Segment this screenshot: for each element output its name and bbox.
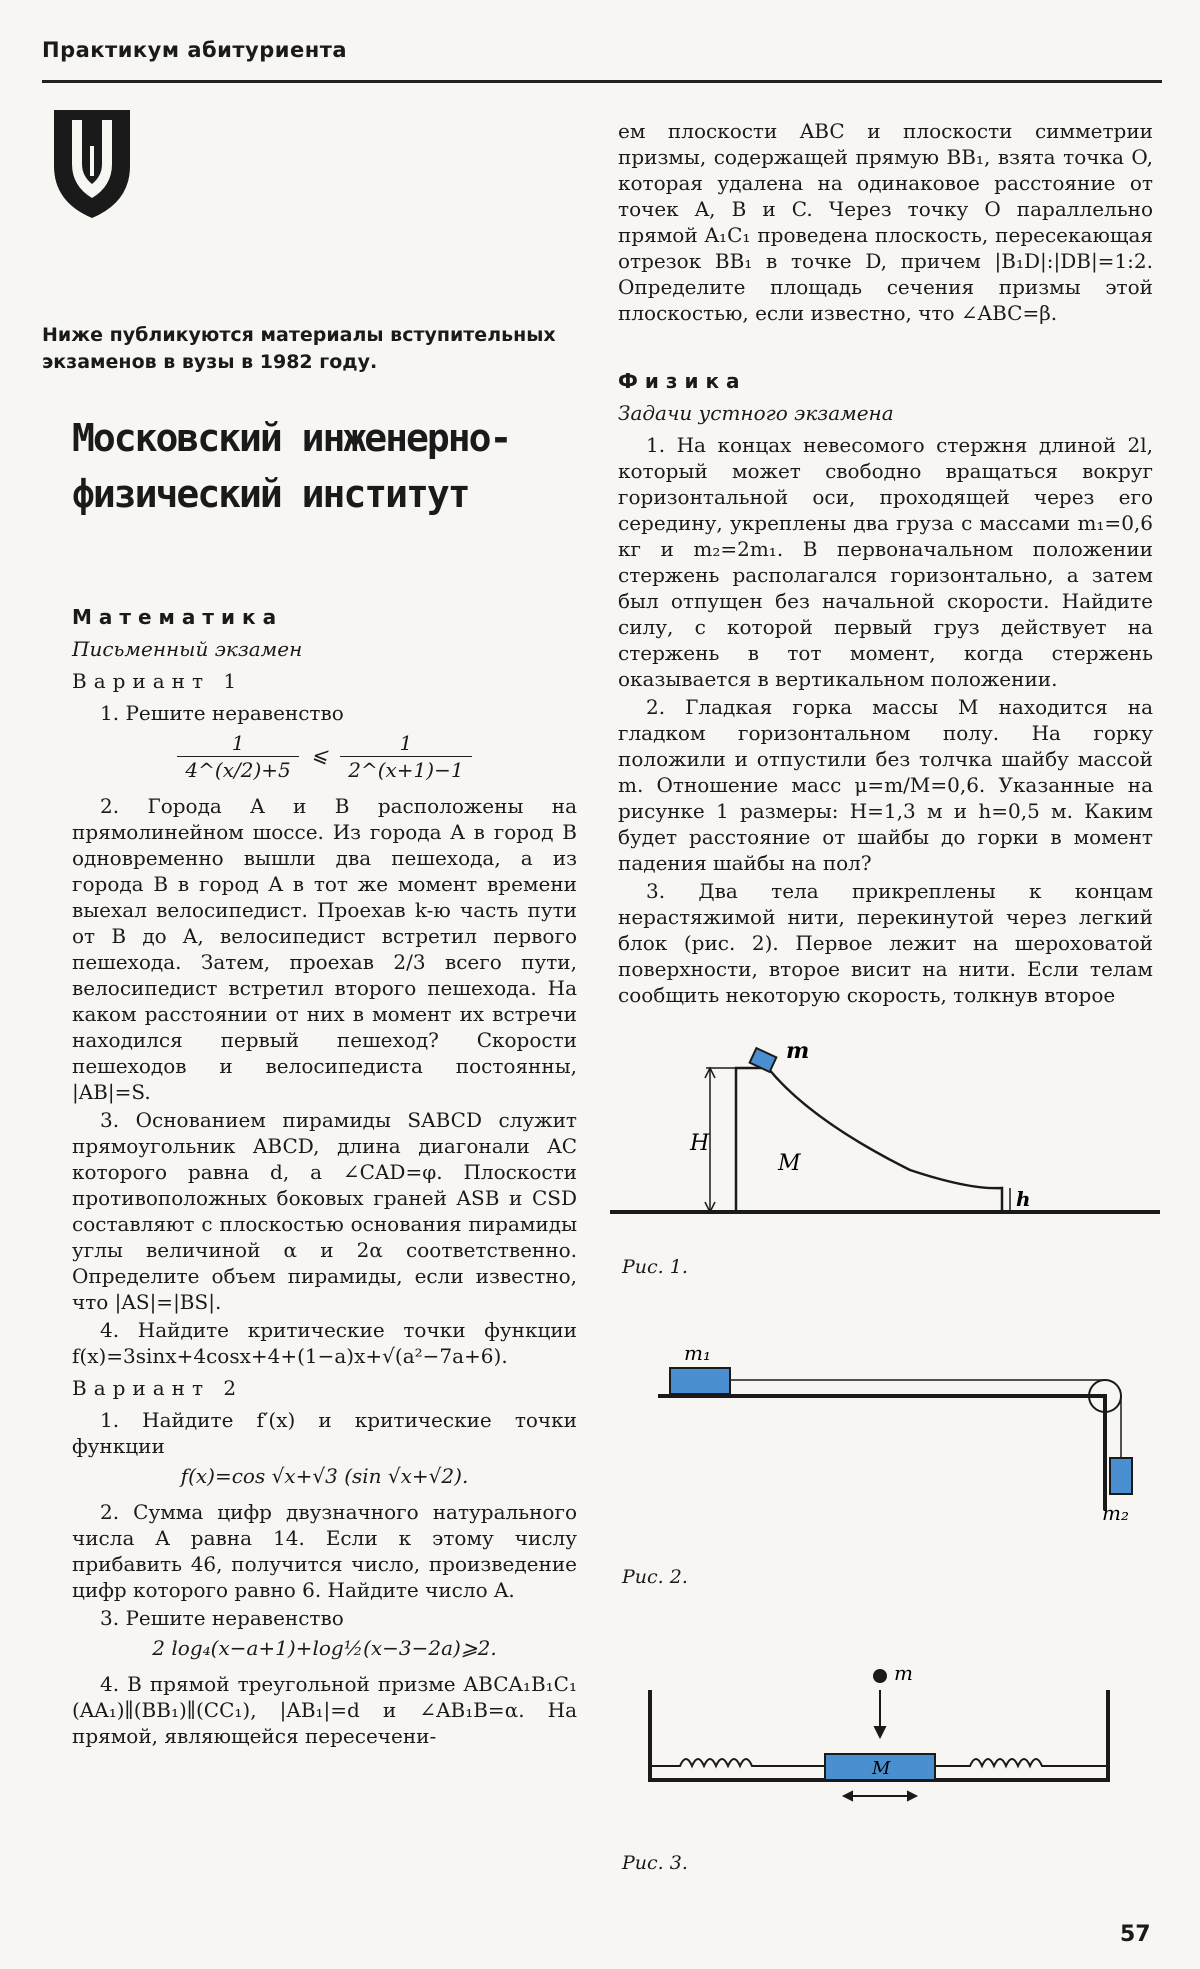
fig3-label-m: m <box>894 1661 913 1685</box>
running-header: Практикум абитуриента <box>42 38 348 62</box>
left-column <box>72 604 577 1751</box>
intro-text: Ниже публикуются материалы вступительных экзаменов в вузы в 1982 году. <box>42 324 556 373</box>
v2-problem-3: 3. Решите неравенство <box>100 1606 344 1630</box>
v1-problem-4: 4. Найдите критические точки функции f(x)=3sinx+4cosx+4+(1−a)x+√(a²−7a+6). <box>72 1318 577 1368</box>
spring-left <box>650 1759 825 1766</box>
right-column <box>618 118 1153 1010</box>
v1-problem-1: 1. Решите неравенство <box>100 701 344 725</box>
page-number: 57 <box>1120 1922 1151 1947</box>
institute-title: Московский инженерно-физический институт <box>72 416 511 516</box>
block-m1 <box>670 1368 730 1394</box>
physics-problem-3: 3. Два тела прикреплены к концам нерастяжимой нити, перекинутой через легкий блок (рис. 2). Первое лежит на шероховатой поверхности, второе висит на нити. Если телам сообщить некоторую скорость, толкнув второе <box>618 879 1153 1007</box>
variant-1-heading: Вариант 1 <box>72 669 244 693</box>
fig1-caption: Рис. 1. <box>622 1256 688 1278</box>
v2-formula-1: f(x)=cos √x+√3 (sin √x+√2). <box>180 1464 469 1488</box>
v2-formula-3: 2 log₄(x−a+1)+log½(x−3−2a)⩾2. <box>152 1636 497 1660</box>
table-surface <box>658 1396 1105 1510</box>
fig3-caption: Рис. 3. <box>622 1852 688 1874</box>
v1-right-denominator: 2^(x+1)−1 <box>348 758 464 782</box>
header-rule <box>42 80 1162 83</box>
physics-exam-type: Задачи устного экзамена <box>618 401 894 425</box>
fig1-label-M: M <box>778 1151 801 1176</box>
variant-2-heading: Вариант 2 <box>72 1376 244 1400</box>
fig2-caption: Рис. 2. <box>622 1566 688 1588</box>
figure-2 <box>650 1340 1170 1530</box>
figure-1 <box>610 1040 1170 1220</box>
fig1-label-h: h <box>1016 1187 1031 1211</box>
math-continuation: ем плоскости ABC и плоскости симметрии призмы, содержащей прямую BB₁, взята точка O, которая удалена на одинаковое расстояние от точек A, B и C. Через точку O параллельно прямой A₁C₁ проведена плоскость, пересекающая отрезок BB₁ в точке D, причем |B₁D|:|DB|=1:2. Определите площадь сечения призмы этой плоскостью, если известно, что ∠ABC=β. <box>618 119 1153 325</box>
v2-problem-2: 2. Сумма цифр двузначного натурального числа A равна 14. Если к этому числу прибавить 46, получится число, произведение цифр которого равно 6. Найдите число A. <box>72 1500 577 1602</box>
fig1-label-m: m <box>786 1040 810 1064</box>
hill-shape <box>736 1068 1002 1212</box>
math-section-heading: Математика <box>72 605 284 629</box>
physics-problem-1: 1. На концах невесомого стержня длиной 2l, который может свободно вращаться вокруг горизонтальной оси, проходящей через его середину, укреплены два груза с массами m₁=0,6 кг и m₂=2m₁. В первоначальном положении стержень располагался горизонтально, а затем был отпущен без начальной скорости. Найдите силу, с которой первый груз действует на стержень в тот момент, когда стержень оказывается в вертикальном положении. <box>618 433 1153 691</box>
exam-type: Письменный экзамен <box>72 637 303 661</box>
v1-left-denominator: 4^(x/2)+5 <box>185 758 291 782</box>
v1-left-numerator: 1 <box>177 730 298 757</box>
spring-right <box>935 1759 1108 1766</box>
fig1-label-H: H <box>690 1131 710 1156</box>
ball-m <box>873 1669 887 1683</box>
v1-right-numerator: 1 <box>340 730 471 757</box>
fig3-label-M: M <box>872 1758 891 1779</box>
v2-problem-4: 4. В прямой треугольной призме ABCA₁B₁C₁ (AA₁)∥(BB₁)∥(CC₁), |AB₁|=d и ∠AB₁B=α. На прямой, являющейся пересечени- <box>72 1672 577 1748</box>
v1-sign: ⩽ <box>311 743 328 767</box>
fig2-label-m1: m₁ <box>684 1341 711 1365</box>
fig2-label-m2: m₂ <box>1102 1501 1129 1525</box>
block-m2 <box>1110 1458 1132 1494</box>
v1-problem-2: 2. Города A и B расположены на прямолинейном шоссе. Из города A в город B одновременно вышли два пешехода, а из города B в город A в тот же момент времени выехал велосипедист. Проехав k-ю часть пути от B до A, велосипедист встретил первого пешехода. Затем, проехав 2/3 всего пути, велосипедист встретил второго пешехода. На каком расстоянии от них в момент их встречи находился первый пешеход? Скорости пешеходов и велосипедиста постоянны, |AB|=S. <box>72 794 577 1104</box>
pen-nib-logo <box>46 106 138 222</box>
v1-inequality <box>72 730 577 783</box>
physics-problem-2: 2. Гладкая горка массы M находится на гладком горизонтальном полу. На горку положили и отпустили без толчка шайбу массой m. Отношение масс μ=m/M=0,6. Указанные на рисунке 1 размеры: H=1,3 м и h=0,5 м. Каким будет расстояние от шайбы до горки в момент падения шайбы на пол? <box>618 695 1153 875</box>
v2-problem-1: 1. Найдите f′(x) и критические точки функции <box>72 1408 577 1458</box>
figure-3 <box>640 1660 1150 1810</box>
physics-section-heading: Физика <box>618 369 747 393</box>
v1-problem-3: 3. Основанием пирамиды SABCD служит прямоугольник ABCD, длина диагонали AC которого равна d, а ∠CAD=φ. Плоскости противоположных боковых граней ASB и CSD составляют с плоскостью основания пирамиды углы величиной α и 2α соответственно. Определите объем пирамиды, если известно, что |AS|=|BS|. <box>72 1108 577 1314</box>
